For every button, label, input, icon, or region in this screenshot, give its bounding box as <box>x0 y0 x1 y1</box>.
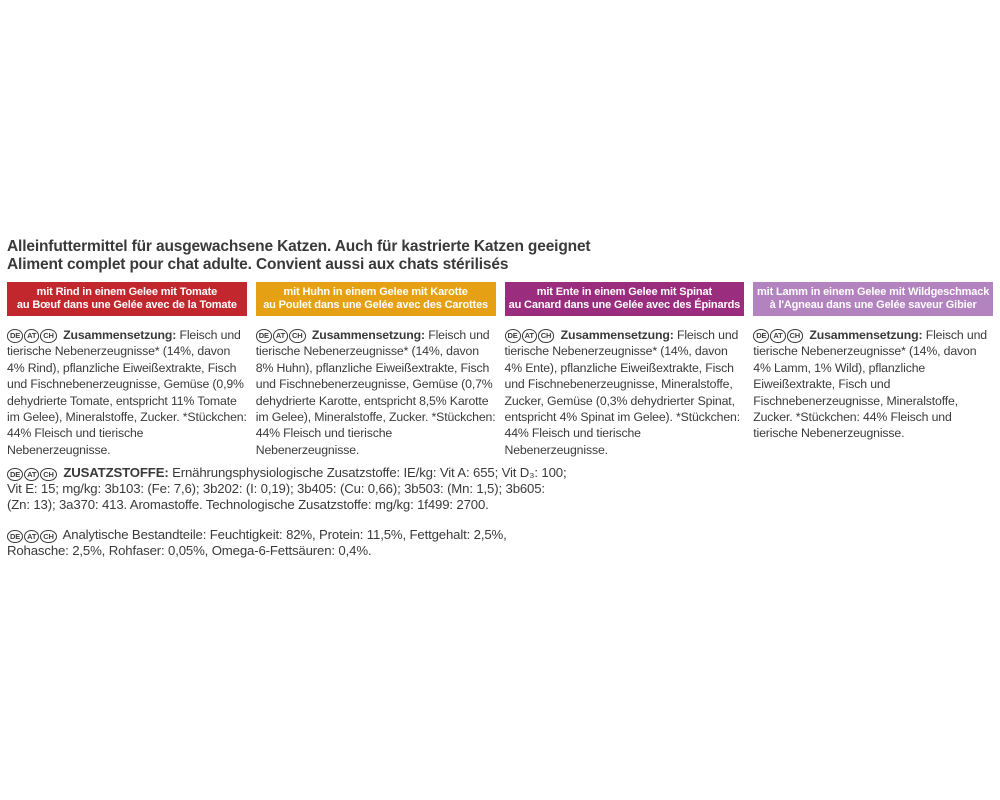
banner-duck-fr: au Canard dans une Gelée avec des Épinards <box>508 299 741 311</box>
additives-label: ZUSATZSTOFFE: <box>63 465 169 481</box>
page-title <box>7 238 993 274</box>
composition-text: Fleisch und tierische Nebenerzeugnisse* (14%, davon 4% Lamm, 1% Wild), pflanzliche Eiweißextrakte, Fisch und Fischnebenerzeugnisse, Mineralstoffe, Zucker. *Stückchen: 44% Fleisch und tierische Nebenerzeugnisse. <box>753 328 987 441</box>
banner-duck-de: mit Ente in einem Gelee mit Spinat <box>536 285 712 298</box>
badge-at: AT <box>24 329 39 343</box>
country-badges <box>505 328 556 342</box>
banner-beef <box>7 282 247 316</box>
badge-at: AT <box>24 468 39 482</box>
banner-lamb <box>753 282 993 316</box>
badge-at: AT <box>770 329 785 343</box>
badge-de: DE <box>7 468 23 482</box>
badge-de: DE <box>256 329 272 343</box>
badge-de: DE <box>7 329 23 343</box>
badge-ch: CH <box>40 468 57 482</box>
analysis-text-1: Analytische Bestandteile: Feuchtigkeit: 82%, Protein: 11,5%, Fettgehalt: 2,5%, <box>62 527 507 543</box>
analysis-section <box>7 527 993 559</box>
country-badges <box>7 527 58 542</box>
country-badges <box>256 328 307 342</box>
composition-columns <box>7 327 993 458</box>
badge-at: AT <box>24 530 39 544</box>
banner-beef-de: mit Rind in einem Gelee mit Tomate <box>36 285 218 298</box>
title-german: Alleinfuttermittel für ausgewachsene Katzen. Auch für kastrierte Katzen geeignet <box>7 238 591 255</box>
country-badges <box>7 465 58 480</box>
banner-lamb-de: mit Lamm in einem Gelee mit Wildgeschmack <box>757 285 990 298</box>
additives-line1 <box>7 465 993 481</box>
banner-chicken <box>256 282 496 316</box>
additives-text-1: Ernährungsphysiologische Zusatzstoffe: IE/kg: Vit A: 655; Vit D₃: 100; <box>172 465 567 481</box>
title-french: Aliment complet pour chat adulte. Convient aussi aux chats stérilisés <box>7 256 509 273</box>
composition-text: Fleisch und tierische Nebenerzeugnisse* (14%, davon 4% Rind), pflanzliche Eiweißextrakte, Fisch und Fischnebenerzeugnisse, Gemüse (0,9% dehydrierte Tomate, entspricht 11% Tomate im Gelee), Mineralstoffe, Zucker. *Stückchen: 44% Fleisch und tierische Nebenerzeugnisse. <box>7 328 247 457</box>
banner-chicken-de: mit Huhn in einem Gelee mit Karotte <box>283 285 468 298</box>
country-badges <box>7 328 58 342</box>
country-badges <box>753 328 804 342</box>
composition-label: Zusammensetzung: <box>560 328 674 342</box>
badge-ch: CH <box>787 329 804 343</box>
composition-label: Zusammensetzung: <box>63 328 177 342</box>
additives-section <box>7 465 993 513</box>
banner-duck <box>505 282 745 316</box>
badge-de: DE <box>505 329 521 343</box>
badge-ch: CH <box>40 329 57 343</box>
composition-duck <box>505 327 745 458</box>
banner-lamb-fr: à l'Agneau dans une Gelée saveur Gibier <box>769 299 977 311</box>
badge-de: DE <box>753 329 769 343</box>
banner-beef-fr: au Bœuf dans une Gelée avec de la Tomate <box>16 299 237 311</box>
composition-label: Zusammensetzung: <box>809 328 923 342</box>
banner-chicken-fr: au Poulet dans une Gelée avec des Carottes <box>263 299 489 311</box>
composition-label: Zusammensetzung: <box>311 328 425 342</box>
composition-text: Fleisch und tierische Nebenerzeugnisse* (14%, davon 4% Ente), pflanzliche Eiweißextrakte, Fisch und Fischnebenerzeugnisse, Mineralstoffe, Zucker, Gemüse (0,3% dehydrierter Spinat, entspricht 4% Spinat im Gelee). *Stückchen: 44% Fleisch und tierische Nebenerzeugnisse. <box>504 328 741 457</box>
additives-line2: Vit E: 15; mg/kg: 3b103: (Fe: 7,6); 3b202: (I: 0,19); 3b405: (Cu: 0,66); 3b503: (Mn: 1,5); 3b605: <box>7 481 545 497</box>
composition-chicken <box>256 327 496 458</box>
badge-de: DE <box>7 530 23 544</box>
composition-beef <box>7 327 247 458</box>
analysis-line2: Rohasche: 2,5%, Rohfaser: 0,05%, Omega-6-Fettsäuren: 0,4%. <box>7 543 372 559</box>
composition-text: Fleisch und tierische Nebenerzeugnisse* (14%, davon 8% Huhn), pflanzliche Eiweißextrakte, Fisch und Fischnebenerzeugnisse, Gemüse (0,7% dehydrierte Karotte, entspricht 8,5% Karotte im Gelee), Mineralstoffe, Zucker. *Stückchen: 44% Fleisch und tierische Nebenerzeugnisse. <box>255 328 496 457</box>
badge-ch: CH <box>289 329 306 343</box>
composition-lamb <box>753 327 993 458</box>
badge-at: AT <box>522 329 537 343</box>
analysis-line1 <box>7 527 993 543</box>
additives-line3: (Zn: 13); 3a370: 413. Aromastoffe. Technologische Zusatzstoffe: mg/kg: 1f499: 2700. <box>7 497 489 513</box>
variety-banners <box>7 282 993 316</box>
badge-ch: CH <box>40 530 57 544</box>
badge-at: AT <box>273 329 288 343</box>
badge-ch: CH <box>538 329 555 343</box>
